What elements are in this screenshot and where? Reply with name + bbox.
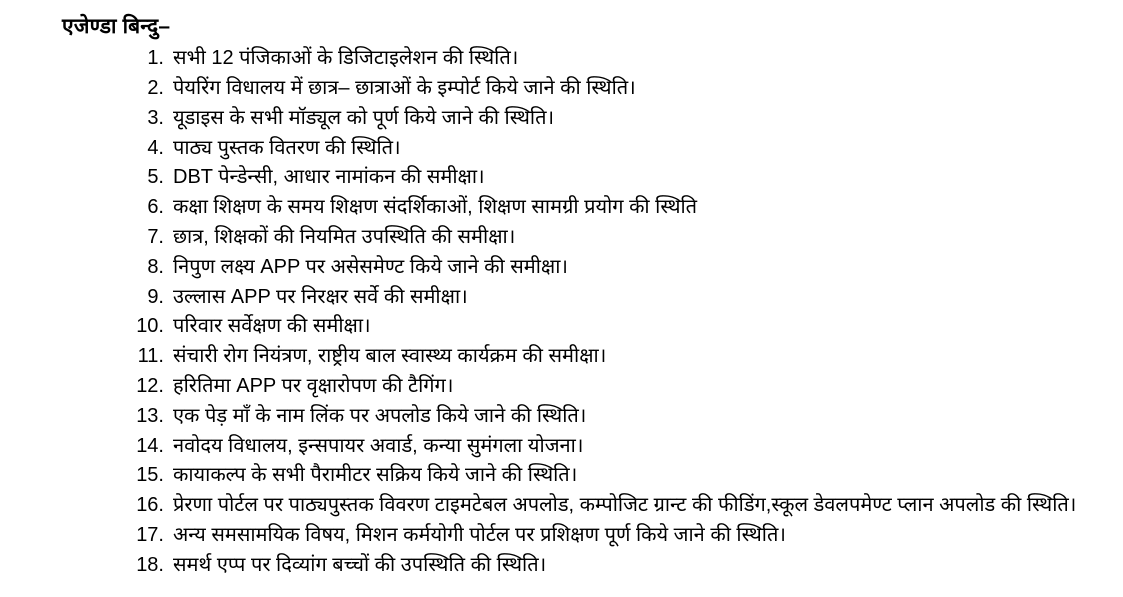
agenda-list-item [62, 402, 1105, 431]
agenda-item-text: कायाकल्प के सभी पैरामीटर सक्रिय किये जाने की स्थिति। [173, 464, 578, 487]
agenda-item-number: 18. [136, 553, 164, 576]
agenda-item-text: प्रेरणा पोर्टल पर पाठ्यपुस्तक विवरण टाइमटेबल अपलोड, कम्पोजिट ग्रान्ट की फीडिंग,स्कूल डेवलपमेण्ट प्लान अपलोड की स्थिति। [173, 494, 1077, 517]
agenda-item-number: 15. [136, 464, 164, 487]
agenda-list-item [62, 342, 1105, 371]
agenda-list-item [62, 74, 1105, 103]
agenda-item-number: 10. [136, 315, 164, 338]
agenda-list-item [62, 104, 1105, 133]
agenda-item-number: 5. [147, 166, 164, 189]
agenda-list-item [62, 283, 1105, 312]
agenda-list-item [62, 432, 1105, 461]
agenda-item-text: समर्थ एप्प पर दिव्यांग बच्चों की उपस्थिति की स्थिति। [173, 553, 547, 576]
agenda-item-text: हरितिमा APP पर वृक्षारोपण की टैगिंग। [173, 375, 454, 398]
agenda-item-number: 17. [136, 524, 164, 546]
agenda-list-item [62, 461, 1105, 490]
agenda-list-item [62, 521, 1105, 550]
agenda-item-number: 9. [147, 285, 164, 308]
agenda-list-item [62, 44, 1105, 73]
agenda-item-text: सभी 12 पंजिकाओं के डिजिटाइलेशन की स्थिति। [173, 47, 519, 70]
agenda-item-text: अन्य समसामयिक विषय, मिशन कर्मयोगी पोर्टल पर प्रशिक्षण पूर्ण किये जाने की स्थिति। [173, 524, 786, 546]
agenda-list-item [62, 253, 1105, 282]
agenda-item-text: कक्षा शिक्षण के समय शिक्षण संदर्शिकाओं, शिक्षण सामग्री प्रयोग की स्थिति [173, 196, 698, 219]
agenda-list-item [62, 223, 1105, 252]
agenda-item-number: 1. [147, 47, 164, 70]
agenda-list [62, 44, 1105, 579]
agenda-item-number: 14. [136, 434, 164, 457]
agenda-item-text: पाठ्य पुस्तक वितरण की स्थिति। [173, 136, 401, 159]
agenda-item-number: 11. [137, 345, 164, 368]
agenda-item-text: DBT पेन्डेन्सी, आधार नामांकन की समीक्षा। [173, 166, 485, 189]
agenda-item-number: 6. [147, 196, 164, 219]
agenda-item-text: एक पेड़ माँ के नाम लिंक पर अपलोड किये जाने की स्थिति। [173, 404, 587, 427]
agenda-item-text: यूडाइस के सभी मॉड्यूल को पूर्ण किये जाने की स्थिति। [173, 106, 555, 129]
agenda-item-number: 2. [147, 77, 164, 100]
agenda-item-text: निपुण लक्ष्य APP पर असेसमेण्ट किये जाने की समीक्षा। [173, 255, 569, 278]
agenda-item-text: संचारी रोग नियंत्रण, राष्ट्रीय बाल स्वास्थ्य कार्यक्रम की समीक्षा। [173, 345, 607, 368]
agenda-item-number: 12. [136, 375, 164, 398]
agenda-item-text: छात्र, शिक्षकों की नियमित उपस्थिति की समीक्षा। [173, 226, 516, 249]
agenda-item-number: 16. [136, 494, 164, 517]
agenda-list-item [62, 134, 1105, 163]
agenda-item-text: उल्लास APP पर निरक्षर सर्वे की समीक्षा। [173, 285, 468, 308]
agenda-list-item [62, 312, 1105, 341]
agenda-list-item [62, 163, 1105, 192]
agenda-list-item [62, 193, 1105, 222]
agenda-item-number: 4. [147, 136, 164, 159]
agenda-list-item [62, 372, 1105, 401]
agenda-item-number: 3. [147, 106, 164, 129]
agenda-item-number: 8. [147, 255, 164, 278]
agenda-item-text: पेयरिंग विधालय में छात्र– छात्राओं के इम्पोर्ट किये जाने की स्थिति। [173, 77, 636, 100]
agenda-item-text: परिवार सर्वेक्षण की समीक्षा। [173, 315, 371, 338]
agenda-item-text: नवोदय विधालय, इन्सपायर अवार्ड, कन्या सुमंगला योजना। [173, 434, 584, 457]
agenda-item-number: 7. [147, 226, 164, 249]
agenda-list-item [62, 551, 1105, 580]
agenda-list-item [62, 491, 1105, 520]
page-title: एजेण्डा बिन्दु– [62, 15, 171, 38]
agenda-item-number: 13. [136, 404, 164, 427]
